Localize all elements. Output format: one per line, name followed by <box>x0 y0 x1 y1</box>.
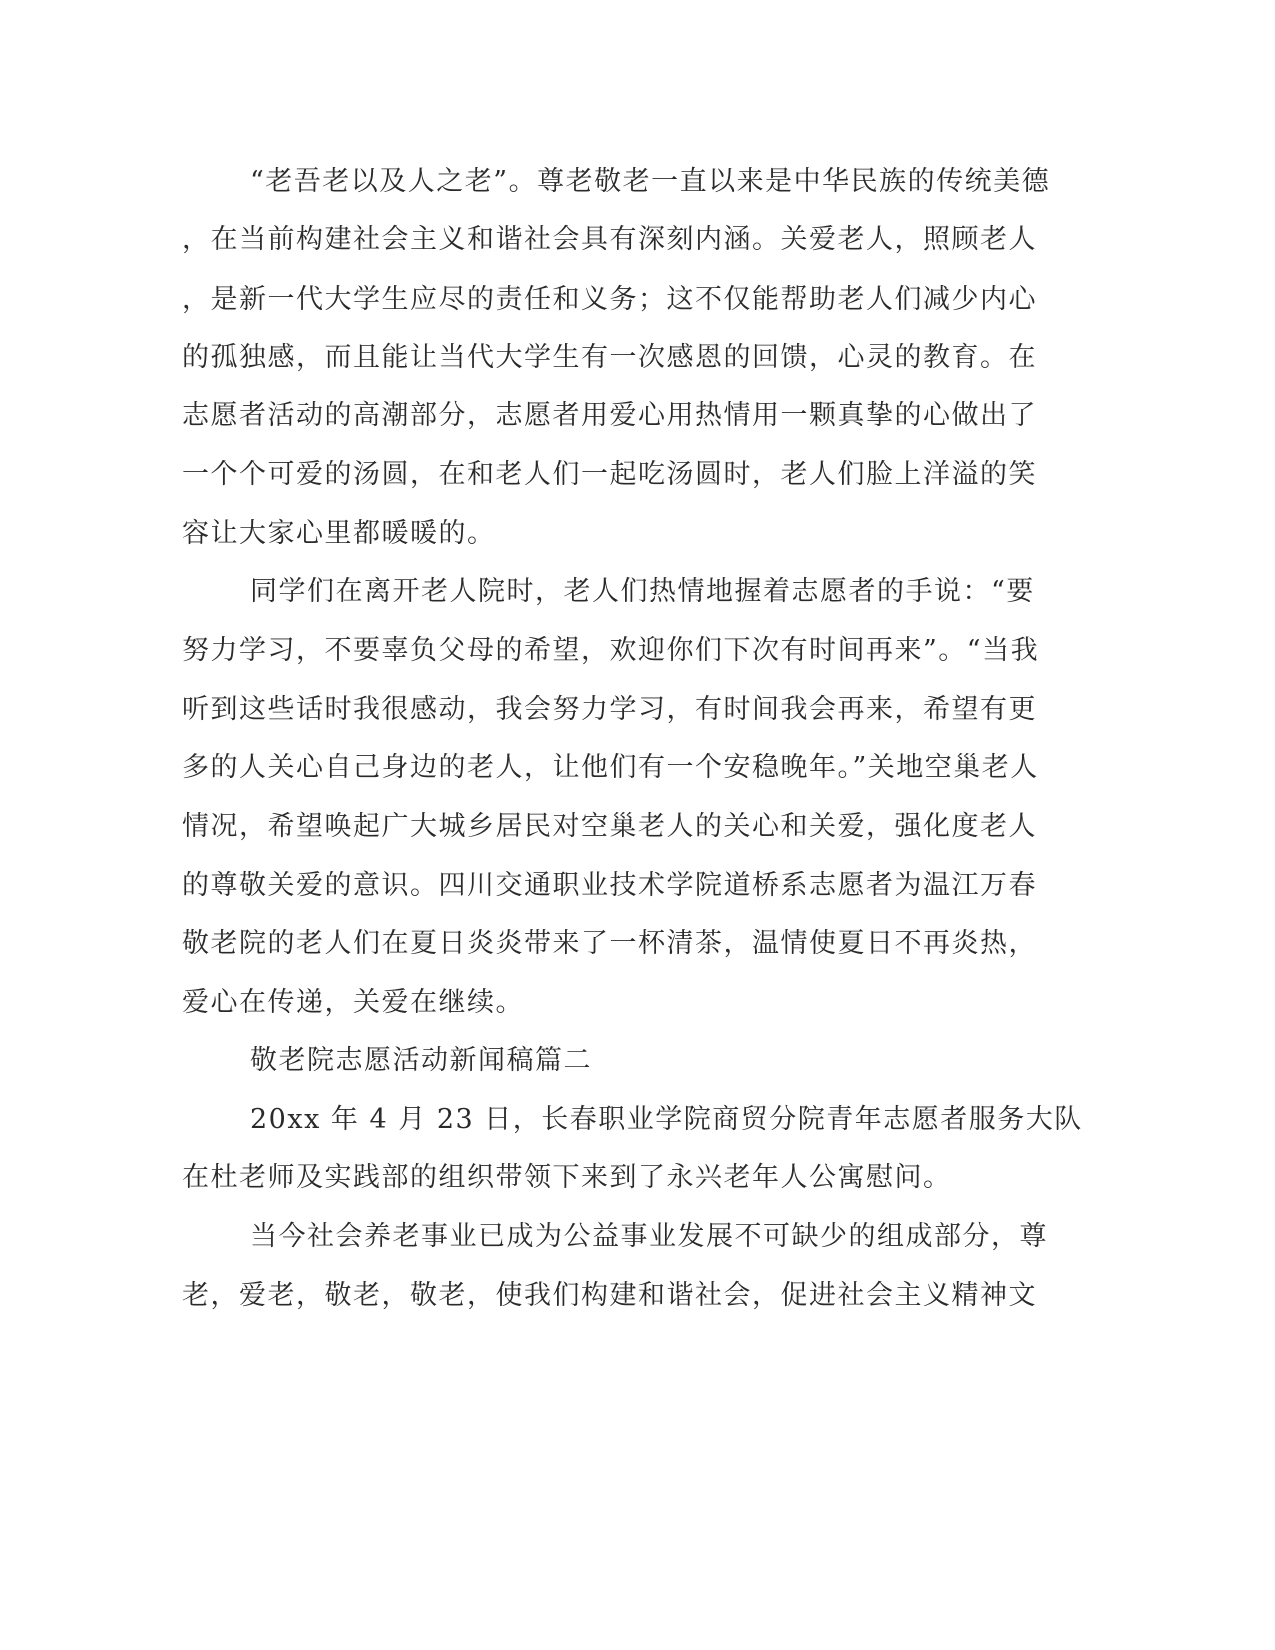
text-line: 在杜老师及实践部的组织带领下来到了永兴老年人公寓慰问。 <box>182 1162 952 1193</box>
text-line: 情况，希望唤起广大城乡居民对空巢老人的关心和关爱，强化度老人 <box>182 811 1037 842</box>
text-line: 20xx 年 4 月 23 日，长春职业学院商贸分院青年志愿者服务大队 <box>250 1104 1083 1135</box>
text-line: 敬老院的老人们在夏日炎炎带来了一杯清茶，温情使夏日不再炎热， <box>182 928 1037 959</box>
text-line: 同学们在离开老人院时，老人们热情地握着志愿者的手说：“要 <box>250 576 1035 607</box>
text-line: 听到这些话时我很感动，我会努力学习，有时间我会再来，希望有更 <box>182 694 1037 725</box>
text-line: 当今社会养老事业已成为公益事业发展不可缺少的组成部分，尊 <box>250 1221 1048 1252</box>
text-line: 志愿者活动的高潮部分，志愿者用爱心用热情用一颗真挚的心做出了 <box>182 400 1037 431</box>
text-line: 的孤独感，而且能让当代大学生有一次感恩的回馈，心灵的教育。在 <box>182 342 1037 373</box>
text-line: 容让大家心里都暖暖的。 <box>182 518 496 549</box>
text-line: ，是新一代大学生应尽的责任和义务；这不仅能帮助老人们减少内心 <box>182 284 1037 315</box>
text-line: 老，爱老，敬老，敬老，使我们构建和谐社会，促进社会主义精神文 <box>182 1280 1037 1311</box>
text-line: 的尊敬关爱的意识。四川交通职业技术学院道桥系志愿者为温江万春 <box>182 870 1037 901</box>
section-heading: 敬老院志愿活动新闻稿篇二 <box>250 1045 592 1076</box>
text-line: “老吾老以及人之老”。尊老敬老一直以来是中华民族的传统美德 <box>250 166 1051 197</box>
text-line: 一个个可爱的汤圆，在和老人们一起吃汤圆时，老人们脸上洋溢的笑 <box>182 459 1037 490</box>
text-line: 多的人关心自己身边的老人，让他们有一个安稳晚年。”关地空巢老人 <box>182 752 1039 783</box>
text-line: 爱心在传递，关爱在继续。 <box>182 987 524 1018</box>
text-line: ，在当前构建社会主义和谐社会具有深刻内涵。关爱老人，照顾老人 <box>182 224 1037 255</box>
text-line: 努力学习，不要辜负父母的希望，欢迎你们下次有时间再来”。“当我 <box>182 635 1040 666</box>
